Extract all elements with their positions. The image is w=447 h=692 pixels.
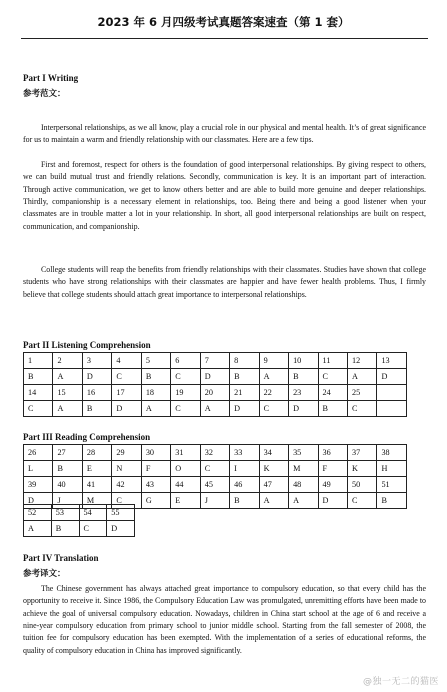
table-cell xyxy=(377,401,407,417)
table-cell: 35 xyxy=(289,445,318,461)
table-row xyxy=(24,385,407,401)
table-cell: 54 xyxy=(79,505,107,521)
table-cell: C xyxy=(171,401,200,417)
table-cell: 5 xyxy=(141,353,170,369)
table-cell: C xyxy=(347,493,376,509)
table-cell: I xyxy=(230,461,259,477)
table-cell: A xyxy=(289,493,318,509)
table-cell: B xyxy=(82,401,111,417)
table-cell: N xyxy=(112,461,141,477)
table-cell: 28 xyxy=(82,445,111,461)
table-cell: C xyxy=(200,461,229,477)
table-cell: B xyxy=(51,521,79,537)
table-cell: 41 xyxy=(82,477,111,493)
table-cell: B xyxy=(318,401,347,417)
table-cell: B xyxy=(289,369,318,385)
table-cell: 8 xyxy=(230,353,259,369)
table-cell: J xyxy=(200,493,229,509)
table-cell: 43 xyxy=(141,477,170,493)
table-cell: D xyxy=(318,493,347,509)
table-cell: A xyxy=(141,401,170,417)
table-cell: 1 xyxy=(24,353,53,369)
table-cell xyxy=(377,385,407,401)
table-cell: 48 xyxy=(289,477,318,493)
table-row xyxy=(24,521,135,537)
table-cell: 21 xyxy=(230,385,259,401)
table-cell: A xyxy=(53,401,82,417)
table-cell: J xyxy=(53,493,82,509)
table-cell: A xyxy=(259,369,288,385)
table-cell: C xyxy=(79,521,107,537)
table-cell: A xyxy=(24,521,52,537)
table-cell: 38 xyxy=(377,445,407,461)
table-cell: 34 xyxy=(259,445,288,461)
table-cell: F xyxy=(141,461,170,477)
table-cell: 37 xyxy=(347,445,376,461)
table-cell: D xyxy=(112,401,141,417)
table-cell: 51 xyxy=(377,477,407,493)
table-cell: O xyxy=(171,461,200,477)
table-cell: 9 xyxy=(259,353,288,369)
table-cell: C xyxy=(259,401,288,417)
translation-reference-label: 参考译文： xyxy=(23,569,66,579)
listening-answer-table xyxy=(23,352,407,417)
table-cell: C xyxy=(112,493,141,509)
table-cell: F xyxy=(318,461,347,477)
writing-reference-label: 参考范文： xyxy=(23,89,66,99)
table-row xyxy=(24,445,407,461)
table-cell: K xyxy=(347,461,376,477)
table-cell: 40 xyxy=(53,477,82,493)
table-cell: C xyxy=(347,401,376,417)
table-cell: B xyxy=(230,493,259,509)
writing-paragraph-1: Interpersonal relationships, as we all know, play a crucial role in our physical and mental health. It’s of great significance for us to maintain a warm and friendly relationship with our classmates. Here are a few tips. xyxy=(23,123,426,145)
table-cell: 17 xyxy=(112,385,141,401)
table-cell: 22 xyxy=(259,385,288,401)
table-cell: 18 xyxy=(141,385,170,401)
table-cell: A xyxy=(200,401,229,417)
table-cell: 15 xyxy=(53,385,82,401)
table-cell: D xyxy=(24,493,53,509)
table-cell: E xyxy=(82,461,111,477)
table-cell: B xyxy=(377,493,407,509)
table-cell: 19 xyxy=(171,385,200,401)
table-cell: 23 xyxy=(289,385,318,401)
writing-paragraph-3: College students will reap the benefits from friendly relationships with their classmates. Studies have shown that college students who have strong relationships with their classmates are happier and have fewer health problems. Thus, I firmly believe that college students should attach great importance to interpersonal relationships. xyxy=(23,265,426,299)
table-row xyxy=(24,505,135,521)
table-cell: 39 xyxy=(24,477,53,493)
reading-heading: Part III Reading Comprehension xyxy=(23,432,151,442)
table-cell: 49 xyxy=(318,477,347,493)
table-cell: B xyxy=(24,369,53,385)
table-row xyxy=(24,353,407,369)
table-row xyxy=(24,401,407,417)
table-cell: 33 xyxy=(230,445,259,461)
table-cell: G xyxy=(141,493,170,509)
title-divider xyxy=(21,38,428,39)
table-cell: 30 xyxy=(141,445,170,461)
table-cell: B xyxy=(230,369,259,385)
table-cell: 7 xyxy=(200,353,229,369)
table-row xyxy=(24,369,407,385)
table-cell: D xyxy=(200,369,229,385)
table-cell: 6 xyxy=(171,353,200,369)
table-cell: 32 xyxy=(200,445,229,461)
table-row xyxy=(24,461,407,477)
reading-answer-table xyxy=(23,444,407,509)
table-cell: 29 xyxy=(112,445,141,461)
table-cell: 2 xyxy=(53,353,82,369)
table-cell: 11 xyxy=(318,353,347,369)
table-cell: 55 xyxy=(107,505,135,521)
table-cell: D xyxy=(289,401,318,417)
table-cell: 25 xyxy=(347,385,376,401)
table-cell: 12 xyxy=(347,353,376,369)
table-cell: L xyxy=(24,461,53,477)
table-cell: 24 xyxy=(318,385,347,401)
table-cell: 53 xyxy=(51,505,79,521)
table-cell: 47 xyxy=(259,477,288,493)
table-cell: C xyxy=(24,401,53,417)
table-cell: 27 xyxy=(53,445,82,461)
writing-paragraph-2: First and foremost, respect for others is the foundation of good interpersonal relationships. By giving respect to others, we can build mutual trust and friendly relations. Secondly, communication is key. It is an important part of interaction. Through active communication, we get to know others better and are able to build more genuine and deeper relationships. Thirdly, companionship is a necessary element in relationships, too. Being there and being a good listener when your classmates are in trouble matter a lot in your relationship. In short, all good interpersonal relationships are built on respect, communication, and companionship. xyxy=(23,160,426,231)
table-cell: A xyxy=(53,369,82,385)
table-cell: K xyxy=(259,461,288,477)
translation-paragraph: The Chinese government has always attached great importance to compulsory education, so that every child has the opportunity to receive it. Since 1986, the Compulsory Education Law was promulgated, unremitting efforts have been made to achieve the goal of universal compulsory education. Nowadays, children in China start school at the age of 6 and receive a nine-year compulsory education from primary school to junior middle school. Starting from the fall semester of 2008, the tuition fee for compulsory education has been exempted. With the implementation of a series of educational reforms, the quality of compulsory education in China has improved significantly. xyxy=(23,584,426,655)
table-cell: 36 xyxy=(318,445,347,461)
reading-answer-table-extra xyxy=(23,504,135,537)
page-title: 2023 年 6 月四级考试真题答案速查（第 1 套） xyxy=(97,15,350,29)
table-cell: 45 xyxy=(200,477,229,493)
table-cell: M xyxy=(289,461,318,477)
table-cell: B xyxy=(53,461,82,477)
table-cell: 42 xyxy=(112,477,141,493)
table-cell: C xyxy=(112,369,141,385)
table-cell: D xyxy=(82,369,111,385)
table-row xyxy=(24,477,407,493)
table-cell: A xyxy=(259,493,288,509)
table-cell: 14 xyxy=(24,385,53,401)
table-cell: D xyxy=(377,369,407,385)
translation-heading: Part IV Translation xyxy=(23,553,99,563)
table-cell: 46 xyxy=(230,477,259,493)
table-cell: B xyxy=(141,369,170,385)
table-cell: A xyxy=(347,369,376,385)
table-cell: 16 xyxy=(82,385,111,401)
table-cell: C xyxy=(171,369,200,385)
table-cell: 50 xyxy=(347,477,376,493)
watermark: @独一无二的猫医 xyxy=(362,677,439,687)
table-cell: 26 xyxy=(24,445,53,461)
table-cell: 4 xyxy=(112,353,141,369)
listening-heading: Part II Listening Comprehension xyxy=(23,340,151,350)
writing-heading: Part I Writing xyxy=(23,73,79,83)
table-cell: 52 xyxy=(24,505,52,521)
table-cell: 13 xyxy=(377,353,407,369)
table-cell: 20 xyxy=(200,385,229,401)
table-cell: E xyxy=(171,493,200,509)
table-cell: M xyxy=(82,493,111,509)
table-cell: D xyxy=(107,521,135,537)
table-cell: 3 xyxy=(82,353,111,369)
table-cell: D xyxy=(230,401,259,417)
table-cell: H xyxy=(377,461,407,477)
table-cell: 10 xyxy=(289,353,318,369)
table-cell: 31 xyxy=(171,445,200,461)
table-cell: C xyxy=(318,369,347,385)
table-cell: 44 xyxy=(171,477,200,493)
